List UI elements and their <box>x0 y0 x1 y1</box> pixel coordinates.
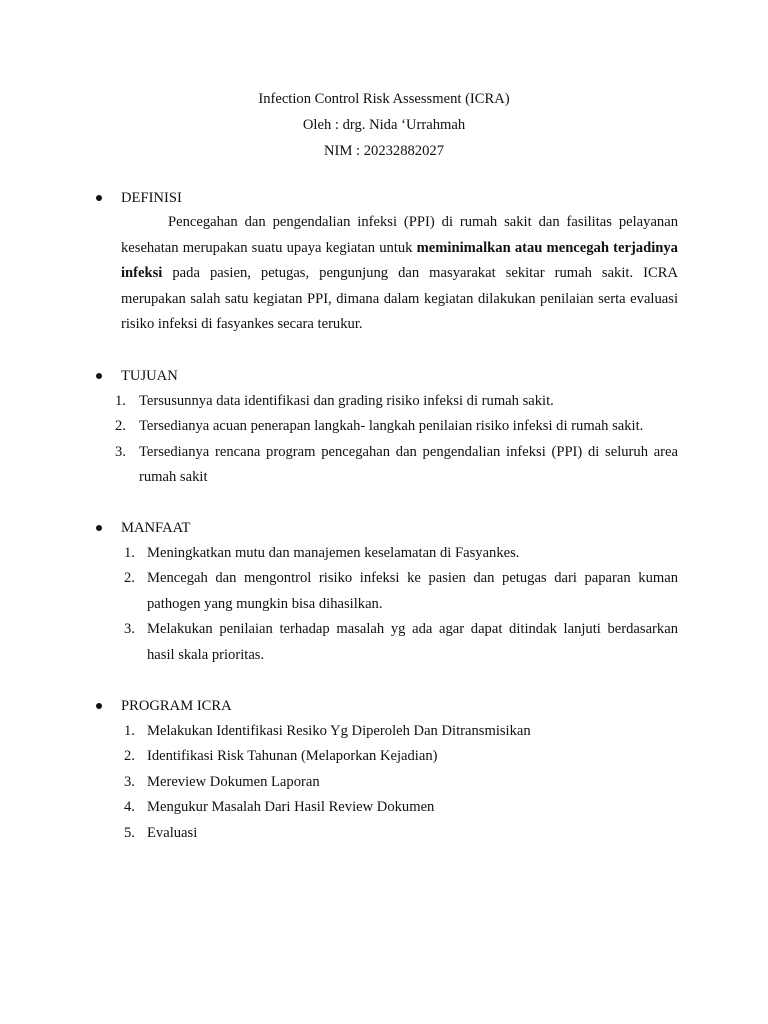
manfaat-list <box>124 541 678 668</box>
list-number: 1. <box>124 545 135 561</box>
list-item <box>124 744 678 769</box>
list-item-text: Melakukan penilaian terhadap masalah yg ada agar dapat ditindak lanjuti berdasarkan hasil skala prioritas. <box>147 621 678 663</box>
list-number: 2. <box>115 418 126 435</box>
section-heading: TUJUAN <box>121 368 178 384</box>
list-item <box>124 770 678 795</box>
list-number: 3. <box>124 621 135 638</box>
list-item <box>124 795 678 820</box>
list-number: 1. <box>124 723 135 739</box>
program-list <box>124 719 678 846</box>
list-number: 3. <box>115 443 126 460</box>
bullet-icon <box>96 373 102 379</box>
list-item-text: Tersedianya acuan penerapan langkah- langkah penilaian risiko infeksi di rumah sakit. <box>139 418 644 435</box>
list-item <box>124 617 678 668</box>
section-heading: DEFINISI <box>121 190 182 206</box>
definisi-text-part2: pada pasien, petugas, pengunjung dan masyarakat sekitar rumah sakit. ICRA merupakan salah satu kegiatan PPI, dimana dalam kegiatan dilakukan penilaian serta evaluasi risiko infeksi di fasyankes secara terukur. <box>121 265 678 333</box>
list-item-text: Melakukan Identifikasi Resiko Yg Diperoleh Dan Ditransmisikan <box>147 723 531 739</box>
document-nim: NIM : 20232882027 <box>324 143 444 159</box>
list-item-text: Tersusunnya data identifikasi dan grading risiko infeksi di rumah sakit. <box>139 393 554 409</box>
tujuan-list <box>115 389 678 491</box>
bullet-icon <box>96 525 102 531</box>
list-item <box>124 566 678 617</box>
section-heading: PROGRAM ICRA <box>121 698 232 714</box>
bullet-icon <box>96 195 102 201</box>
definisi-text-bold: meminimalkan atau mencegah terjadinya infeksi <box>121 239 678 282</box>
list-item-text: Identifikasi Risk Tahunan (Melaporkan Kejadian) <box>147 748 438 765</box>
list-number: 5. <box>124 824 135 841</box>
list-number: 1. <box>115 393 126 409</box>
bullet-icon <box>96 703 102 709</box>
list-item <box>115 414 678 439</box>
definisi-text-part1: Pencegahan dan pengendalian infeksi (PPI) di rumah sakit dan fasilitas pelayanan kesehatan merupakan suatu upaya kegiatan untuk <box>121 214 678 256</box>
list-item <box>124 541 678 566</box>
list-item-text: Meningkatkan mutu dan manajemen keselamatan di Fasyankes. <box>147 545 520 561</box>
section-heading: MANFAAT <box>121 520 191 536</box>
list-item-text: Evaluasi <box>147 824 198 841</box>
document-author: Oleh : drg. Nida ‘Urrahmah <box>302 117 466 133</box>
list-number: 2. <box>124 570 135 587</box>
list-number: 2. <box>124 748 135 765</box>
list-item <box>115 389 678 414</box>
list-item <box>124 719 678 744</box>
document-header <box>0 86 768 164</box>
list-item <box>115 440 678 491</box>
list-number: 3. <box>124 773 135 790</box>
list-number: 4. <box>124 799 135 816</box>
list-item <box>124 821 678 846</box>
definisi-paragraph <box>121 210 678 338</box>
list-item-text: Mereview Dokumen Laporan <box>147 773 320 790</box>
list-item-text: Mencegah dan mengontrol risiko infeksi ke pasien dan petugas dari paparan kuman pathogen yang mungkin bisa dihasilkan. <box>147 570 678 612</box>
document-title: Infection Control Risk Assessment (ICRA) <box>258 91 510 107</box>
list-item-text: Mengukur Masalah Dari Hasil Review Dokumen <box>147 799 435 816</box>
list-item-text: Tersedianya rencana program pencegahan dan pengendalian infeksi (PPI) di seluruh area rumah sakit <box>139 443 678 486</box>
